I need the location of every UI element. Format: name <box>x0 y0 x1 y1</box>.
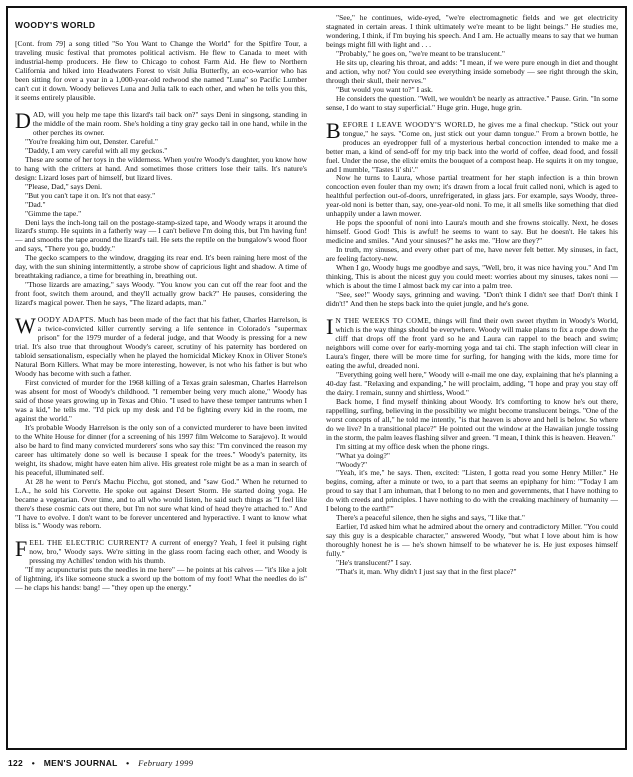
paragraph-text: AD, will you help me tape this lizard's tail back on?" says Deni in singsong, standing in the middle of the main room. She's holding a tiny gray gecko tail in one hand, while in the other perches its owner. <box>32 109 307 137</box>
page-number: 122 <box>8 758 24 768</box>
article-paragraph <box>326 523 618 559</box>
section-gap <box>15 103 307 108</box>
article-paragraph <box>326 95 618 113</box>
article-paragraph <box>15 281 307 308</box>
article-paragraph <box>15 566 307 593</box>
section-gap <box>15 531 307 536</box>
paragraph-text: In truth, my sinuses, and every other part of me, have never felt better. My sinuses, in fact, are feeling factory-new. <box>326 245 618 264</box>
section-gap <box>326 113 618 118</box>
paragraph-text: "Probably," he goes on, "we're meant to be translucent." <box>336 48 505 58</box>
lead-in: EEL THE ELECTRIC CURRENT? <box>29 538 149 548</box>
paragraph-text: "Those lizards are amazing," says Woody. "You know you can cut off the rear foot and the front foot, switch them around, and they'll actually grow back?" He pauses, considering the lizard's magical power. Then he says, "The lizard adapts, man." <box>15 280 307 308</box>
article-paragraph <box>326 264 618 291</box>
article-paragraph <box>15 40 307 103</box>
lead-in: N THE WEEKS TO COME, <box>335 316 432 325</box>
magazine-name: MEN'S JOURNAL <box>43 758 118 768</box>
section-gap <box>326 309 618 314</box>
article-paragraph <box>15 192 307 201</box>
article-page <box>6 6 627 750</box>
article-paragraph <box>326 469 618 514</box>
paragraph-text: Earlier, I'd asked him what he admired about the ornery and contradictory Miller. "You could say this guy is a despicable character," answered Woody, "but what I love about him is how thoroughly honest he is — he's shown himself to be whatever he is. He just exposes himself fully." <box>326 522 618 559</box>
paragraph-text: things will find their own sweet rhythm in Woody's World, which is the way things should be everywhere. Woody will make plans to fix a rope down the cliff that drops off the front yard so he and Laura can rappel to the beach and swim; neighbors will come over for early-morning yoga and tai chi. The staph infection will clear in Laura's finger, there will be more time for surfing, for hanging with the kids, more time for eating the awful, dreaded noni. <box>326 316 618 370</box>
article-paragraph <box>326 14 618 50</box>
paragraph-text: "If my acupuncturist puts the needles in me here" — he points at his calves — "it's like a jolt of lightning, it's like someone stuck a sword up the bottom of my foot! What the needles do is" — he claps his hands: bang! — "they open up the energy." <box>15 565 307 593</box>
article-paragraph <box>326 246 618 264</box>
article-paragraph <box>326 398 618 443</box>
paragraph-text: "Gimme the tape." <box>25 208 82 218</box>
section-opening-paragraph <box>15 107 307 138</box>
paragraph-text: "But would you want to?" I ask. <box>336 84 433 94</box>
drop-cap: D <box>15 107 31 133</box>
lead-in: OODY ADAPTS. <box>37 315 96 325</box>
article-paragraph <box>15 254 307 281</box>
section-header: WOODY'S WORLD <box>15 20 96 30</box>
article-paragraph <box>326 371 618 398</box>
article-paragraph <box>326 452 618 461</box>
section-opening-paragraph <box>15 536 307 566</box>
paragraph-text: "Dad." <box>25 199 46 209</box>
paragraph-text: First convicted of murder for the 1968 killing of a Texas grain salesman, Charles Harrelson was absent for most of Woody's childhood. "I remember being very much alone," Woody has said of those years growing up in Texas and Ohio. "I used to have these temper tantrums when I was a kid," he tells me. "I'd pick up my desk and I'd be fighting every kid in the room, me against the world." <box>15 377 307 423</box>
paragraph-text: "See, see!" Woody says, grinning and waving. "Don't think I didn't see that! Don't think I didn't!" And then he steps back into the quiet jungle, and he's gone. <box>326 290 618 309</box>
paragraph-text: "Yeah, it's me," he says. Then, excited: "Listen, I gotta read you some Henry Miller." He begins, coming, after a minute or two, to a part that seems an epiphany for him: "'Today I am proud to say that I am inhuman, that I belong to no men and governments, that I have nothing to do with creeds and principles. I have nothing to do with the creaking machinery of humanity — I belong to the earth!'" <box>326 468 618 514</box>
paragraph-text: "Woody?" <box>336 459 368 469</box>
article-paragraph <box>15 424 307 478</box>
paragraph-text: "See," he continues, wide-eyed, "we're electromagnetic fields and we get electricity stagnated in certain areas. I think ultimately we're meant to be light beings." He studies me, wondering, I think, if I'm buying his speech. And I am. He actually means to say that we human beings might fill with light and . . . <box>326 14 618 49</box>
paragraph-text: He considers the question. "Well, we wouldn't be nearly as attractive." Pause. Grin. "In some sense, I do want to stay superficial." Huge grin. Huge, huge grin. <box>326 93 618 112</box>
article-paragraph <box>15 478 307 532</box>
paragraph-text: "Daddy, I am very careful with all my geckos." <box>25 145 168 155</box>
paragraph-text: The gecko scampers to the window, dragging its rear end. It's been raining here most of the day, with the sun shining intermittently, a strobe show of capricious light and shadow. A time of breathtaking radiance, a time for breathing in, breathing out. <box>15 253 307 281</box>
article-paragraph <box>326 568 618 577</box>
paragraph-text: he gives me a final checkup. "Stick out your tongue," he says. "Come on, just stick out your damn tongue." From a brown bottle, he produces an eyedropper full of a mysterious herbal concoction intended to make me a better man, a kind of send-off for my trip back into the world of coffee, dead food, and fossil fuel. Under the nose, the elixir emits the bouquet of a compost heap. He squirts it on my tongue, and I mumble, "Tastes li' shi'." <box>326 119 618 174</box>
drop-cap: B <box>326 117 341 143</box>
footer-separator: • <box>31 758 36 768</box>
paragraph-text: There's a peaceful silence, then he sighs and says, "I like that." <box>336 513 526 523</box>
left-column <box>15 14 307 748</box>
page-footer <box>8 758 193 768</box>
section-gap <box>15 308 307 313</box>
paragraph-text: "You're freaking him out, Denster. Careful." <box>25 136 158 146</box>
article-paragraph <box>326 174 618 219</box>
paragraph-text: Back home, I find myself thinking about Woody. It's comforting to know he's out there, rappelling, surfing, believing in the possibility we might become translucent beings. "One of the worst concepts of all," he told me intently, "is that heaven is above and hell is below. So where do we live? In a transitional place?" He pointed out the window at the Hawaiian jungle tossing in the storm, the palm leaves flashing silver and green. "I mean, I think this is heaven. Heaven." <box>326 396 618 442</box>
paragraph-text: "Everything going well here," Woody will e-mail me one day, explaining that he's planning a 40-day fast. "Relaxing and expanding," he will proclaim, adding, "I hope and pray you stay off the dairy. I remain, sunny and shirtless, Wood." <box>326 369 618 397</box>
footer-separator-2: • <box>126 758 130 768</box>
section-opening-paragraph <box>15 313 307 379</box>
section-opening-paragraph <box>326 314 618 371</box>
paragraph-text: "Please, Dad," says Deni. <box>25 181 103 191</box>
right-column-body <box>326 14 618 577</box>
paragraph-text: He pops the spoonful of noni into Laura's mouth and she frowns stoically. Next, he doses himself. Good God! This is awful! he seems to want to say. But he doesn't. He takes his medicine and smiles. "And your sinuses?" he asks me. "How are they?" <box>326 218 618 246</box>
paragraph-text: When I go, Woody hugs me goodbye and says, "Well, bro, it was nice having you." And I'm thinking, This is about the nicest guy you could meet: worries about my sinuses, takes noni — which is about the time I almost back my car into a palm tree. <box>326 263 618 291</box>
article-paragraph <box>326 59 618 86</box>
issue-date: February 1999 <box>138 758 194 768</box>
paragraph-text: "That's it, man. Why didn't I just say that in the first place?" <box>336 567 517 577</box>
paragraph-text: At 28 he went to Peru's Machu Picchu, got stoned, and "saw God." When he returned to L.A., he sold his Corvette. He spoke out against Desert Storm. He started doing yoga. He became a vegetarian. Over time, and to all who would listen, he said such things as "I feel like there's these cosmic cats out there, but I'm not sure what kind of head they're attached to." And "I have to evolve. I don't want to be forever uncentered and hyperactive. I want to know what bliss is." Woody was reborn. <box>15 476 307 531</box>
drop-cap: I <box>326 314 334 339</box>
paragraph-text: Deni lays the inch-long tail on the postage-stamp-sized tape, and Woody wraps it around the lizard's stump. He squints in a fatherly way — I can't believe I'm doing this, but I'm having fun! — and smooths the tape around the lizard's tail. He sets the reptile on the bungalow's wood floor and says, "There you go, buddy." <box>15 217 307 254</box>
drop-cap: W <box>15 313 36 339</box>
paragraph-text: These are some of her toys in the wilderness. When you're Woody's daughter, you know how to hang with the critters at hand. And sometimes those critters lose their tails. It's nature's design: Lizard loses part of himself, but lizard lives. <box>15 154 307 182</box>
paragraph-text: "He's translucent?" I say. <box>336 558 412 568</box>
paragraph-text: Much has been made of the fact that his father, Charles Harrelson, is a twice-convicted killer currently serving a life sentence in Colorado's "supermax prison" for the 1979 murder of a federal judge, and that Woody is pressing for a new trial. It's also true that throughout Woody's career, scrutiny of his paternity has bordered on tabloid sensationalism, especially when he played the homicidal Mickey Knox in Oliver Stone's Natural Born Killers. What may be more interesting, however, is not who his father is but who Woody has become with such a father. <box>15 315 307 379</box>
section-opening-paragraph <box>326 117 618 175</box>
paragraph-text: A current of energy? Yeah, I feel it pulsing right now, bro," Woody says. We're sitting in the glass room facing each other, and Woody is pressing my Achilles' tendon with his thumb. <box>29 538 307 566</box>
paragraph-text: [Cont. from 79] a song titled "So You Want to Change the World" for the Spitfire Tour, a traveling music festival that promotes political activism. He flew to Canada to meet with industrial-hemp producers. He flew to Chicago to cohost Farm Aid. He flew to Northern California and hiked into Headwaters Forest to visit Julia Butterfly, an eco-warrior who has been sitting for over a year in a 1,000-year-old redwood she named "Luna" so Pacific Lumber can't cut it down. Woody believes Luna and Julia talk to each other, and when he tells you this, it seems entirely plausible. <box>15 39 307 102</box>
article-paragraph <box>326 291 618 309</box>
lead-in: EFORE I LEAVE WOODY'S WORLD, <box>342 119 476 129</box>
article-paragraph <box>15 156 307 183</box>
paragraph-text: "What ya doing?" <box>336 450 390 460</box>
paragraph-text: I'm sitting at my office desk when the phone rings. <box>336 441 489 451</box>
right-column <box>326 14 618 748</box>
article-paragraph <box>326 219 618 246</box>
paragraph-text: "But you can't tape it on. It's not that easy." <box>25 190 156 200</box>
drop-cap: F <box>15 536 28 562</box>
article-paragraph <box>15 219 307 255</box>
paragraph-text: Now he turns to Laura, whose partial treatment for her staph infection is a thin brown concoction even fouler than my own; it's drawn from a local fruit called noni, which is aged to healthful perfection out-of-doors, unrefrigerated, in glass jars. For example, says Woody, three-year-old noni is better than, say, one-year-old noni. To me, it all smells like something that died unhappily under a lawn mower. <box>326 173 618 219</box>
left-column-body <box>15 40 307 593</box>
paragraph-text: It's probable Woody Harrelson is the only son of a convicted murderer to have been invited to the White House for dinner (for a screening of his 1997 film Welcome to Sarajevo). It would also be hard to find many convicted murderers' sons who say this: "I'm convinced the reason my career has ultimately done so well is because I speak for the trees." Woody's paternity, its weight, its shadow, might have eaten him alive. His greatest role might be as a man in search of his peaceful, illuminated self. <box>15 422 307 477</box>
paragraph-text: He sits up, clearing his throat, and adds: "I mean, if we were pure enough in diet and thought and action, why not? You could see everything inside somebody — see right through the skin, through their skull, their nerves." <box>326 57 618 85</box>
article-paragraph <box>15 379 307 424</box>
